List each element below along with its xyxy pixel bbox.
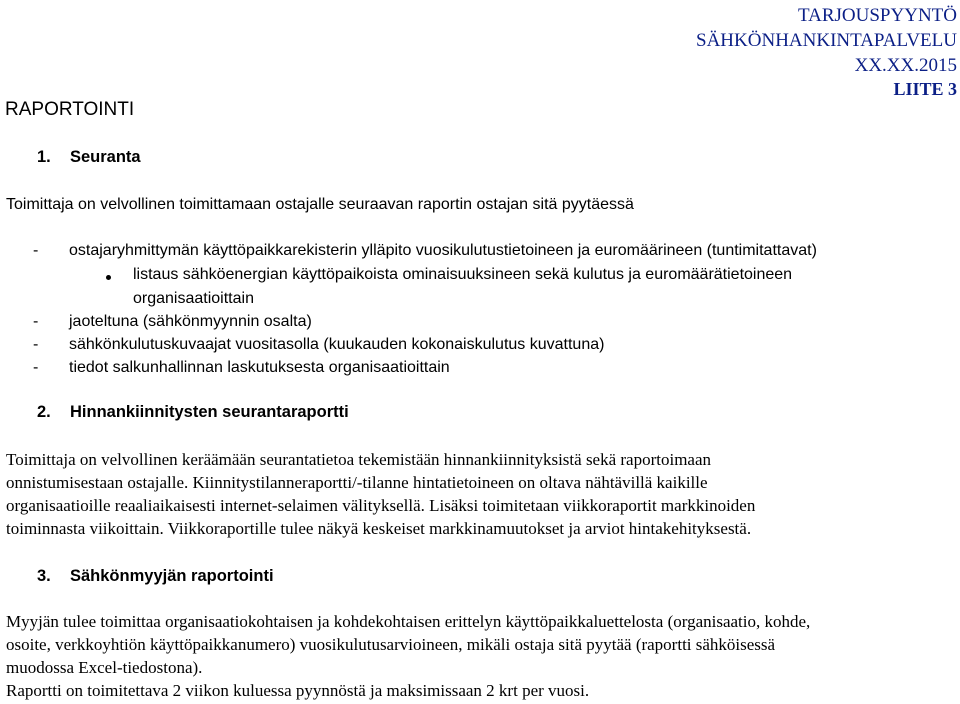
section-2-paragraph	[6, 448, 755, 540]
paragraph-line: muodossa Excel-tiedostona).	[6, 658, 203, 677]
paragraph-line: Toimittaja on velvollinen keräämään seurantatietoa tekemistään hinnankiinnityksistä sekä raportoimaan	[6, 450, 712, 469]
list-item-continuation: organisaatioittain	[133, 290, 254, 307]
report-title: RAPORTOINTI	[5, 99, 135, 120]
paragraph-line: organisaatioille reaaliaikaisesti internet-selaimen välityksellä. Lisäksi toimitetaan viikkoraportit markkinoiden	[6, 496, 756, 515]
section-2-number: 2.	[37, 403, 51, 421]
section-2-title: Hinnankiinnitysten seurantaraportti	[70, 403, 349, 421]
document-header	[696, 3, 957, 100]
paragraph-line: onnistumisestaan ostajalle. Kiinnitystilanneraportti/-tilanne hintatietoineen on oltava nähtävillä kaikille	[6, 473, 708, 492]
paragraph-line: osoite, verkkoyhtiön käyttöpaikkanumero) vuosikulutusarvioineen, mikäli ostaja sitä pyytää (raportti sähköisessä	[6, 635, 776, 654]
paragraph-line: toiminnasta viikoittain. Viikkoraportille tulee näkyä keskeiset markkinamuutokset ja arviot hintakehityksestä.	[6, 519, 752, 538]
section-3-title: Sähkönmyyjän raportointi	[70, 567, 274, 585]
list-item-text: ostajaryhmittymän käyttöpaikkarekisterin ylläpito vuosikulutustietoineen ja euromäärineen (tuntimitattavat)	[69, 242, 817, 259]
dash-marker: -	[33, 313, 39, 330]
header-title: TARJOUSPYYNTÖ	[798, 5, 957, 26]
section-3-paragraph	[6, 610, 810, 702]
list-item-text: jaoteltuna (sähkönmyynnin osalta)	[69, 313, 312, 330]
bullet-icon	[106, 275, 111, 280]
paragraph-line: Raportti on toimitettava 2 viikon kuluessa pyynnöstä ja maksimissaan 2 krt per vuosi.	[6, 681, 590, 700]
section-1-number: 1.	[37, 148, 51, 166]
header-annex: LIITE 3	[893, 79, 957, 99]
list-item-text: sähkönkulutuskuvaajat vuositasolla (kuukauden kokonaiskulutus kuvattuna)	[69, 336, 605, 353]
list-item-text: tiedot salkunhallinnan laskutuksesta organisaatioittain	[69, 359, 450, 376]
header-subtitle: SÄHKÖNHANKINTAPALVELU	[696, 30, 957, 51]
paragraph-line: Myyjän tulee toimittaa organisaatiokohtaisen ja kohdekohtaisen erittelyn käyttöpaikkaluettelosta (organisaatio, kohde,	[6, 612, 811, 631]
list-item-text: listaus sähköenergian käyttöpaikoista ominaisuuksineen sekä kulutus ja euromäärätietoineen	[133, 266, 793, 283]
dash-marker: -	[33, 336, 39, 353]
header-date: XX.XX.2015	[854, 55, 957, 76]
section-3-number: 3.	[37, 567, 51, 585]
dash-marker: -	[33, 359, 39, 376]
section-1-intro: Toimittaja on velvollinen toimittamaan ostajalle seuraavan raportin ostajan sitä pyytäessä	[6, 196, 634, 213]
section-1-title: Seuranta	[70, 148, 141, 166]
dash-marker: -	[33, 242, 39, 259]
